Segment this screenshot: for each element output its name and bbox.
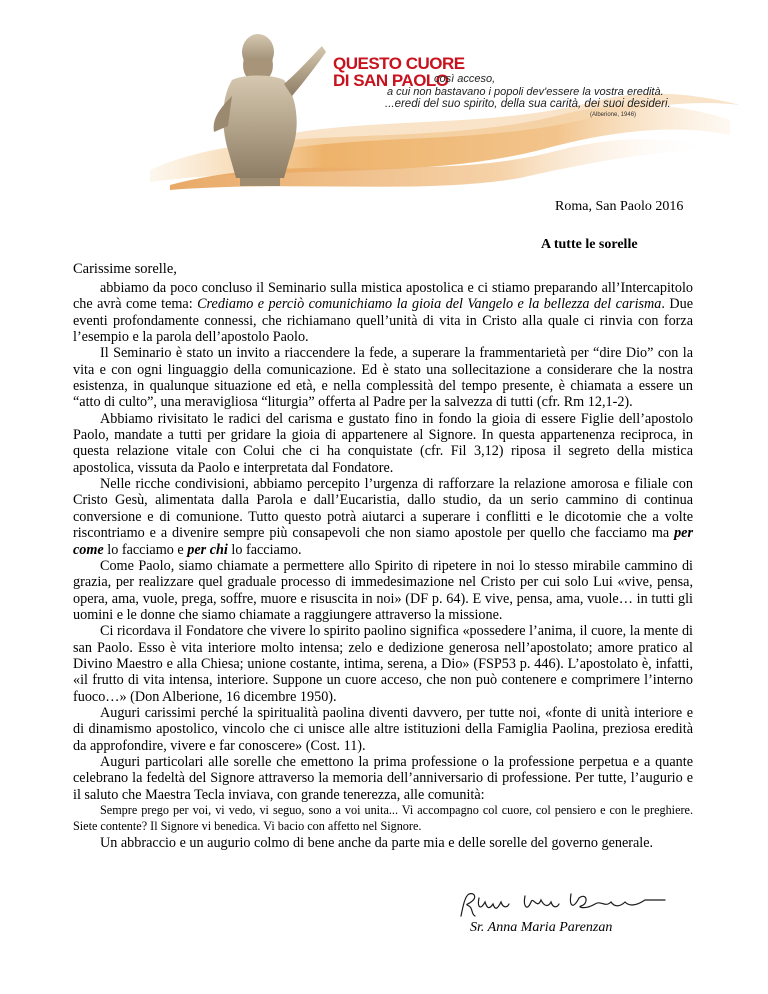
paragraph: Come Paolo, siamo chiamate a permettere allo Spirito di ripetere in noi lo stesso mirabile cammino di grazia, per realizzare quel graduale processo di immedesimazione nel Cristo per cui solo Lui «vive, pensa, opera, ama, vuole, prega, soffre, muore e risuscita in noi» (DF p. 64). E vive, pensa, ama, vuole… in tutti gli uomini e le donne che siamo chiamate a raggiungere attraverso la missione.	[73, 557, 693, 623]
banner-title-line1: QUESTO CUORE	[333, 54, 465, 73]
banner-tagline-1: così acceso,	[434, 73, 496, 85]
banner-citation: (Alberione, 1946)	[590, 112, 637, 118]
paragraph: Il Seminario è stato un invito a riaccendere la fede, a superare la frammentarietà per “dire Dio” con la vita e con ogni linguaggio della comunicazione. Ed è stato una sollecitazione a considerare che la nostra esistenza, in qualunque situazione ed età, e nella complessità del tempo presente, è chiamata a essere un “atto di culto”, una meravigliosa “liturgia” offerta al Padre per la salvezza di tutti (cfr. Rm 12,1-2).	[73, 345, 693, 411]
emphasis-per-come: per come	[73, 525, 693, 558]
paragraph-text: lo facciamo.	[227, 541, 302, 558]
banner-title-line2: DI SAN PAOLO	[333, 71, 449, 90]
paragraph: Auguri carissimi perché la spiritualità paolina diventi davvero, per tutte noi, «fonte di unità interiore e di dinamismo apostolico, vincolo che ci unisce alle altre istituzioni della Famiglia Paolina, preziosa eredità da approfondire, vivere e far conoscere» (Cost. 11).	[73, 704, 693, 754]
emphasis-per-chi: per chi	[187, 541, 228, 558]
paragraph-text: abbiamo da poco concluso il Seminario sulla mistica apostolica e ci stiamo preparando all’Intercapitolo che avrà come tema:	[73, 280, 693, 313]
header-banner	[0, 0, 768, 190]
letter-body	[73, 280, 693, 851]
paragraph	[73, 280, 693, 345]
closing-paragraph: Un abbraccio e un augurio colmo di bene anche da parte mia e delle sorelle del governo generale.	[100, 835, 654, 851]
paragraph: Abbiamo rivisitato le radici del carisma e gustato fino in fondo la gioia di essere Figlie dell’apostolo Paolo, mandate a tutti per gridare la gioia di appartenere al Signore. In questa appartenenza reciproca, in questa relazione vitale con Colui che ci ha conquistate (cfr. Fil 3,12) riposa il segreto della mistica apostolica, vissuta da Paolo e interpretata dal Fondatore.	[73, 410, 693, 476]
salutation: Carissime sorelle,	[73, 261, 177, 277]
paragraph: Auguri particolari alle sorelle che emettono la prima professione o la professione perpetua e a quante celebrano la fedeltà del Signore attraverso la memoria dell’anniversario di professione. Per tutte, l’augurio e il saluto che Maestra Tecla inviava, con grande tenerezza, alle comunità:	[73, 753, 693, 803]
paragraph-text: . Due eventi profondamente connessi, che richiamano quell’unità di vita in Cristo alla quale ci rinvia con forza l’esempio e la parola dell’apostolo Paolo.	[73, 296, 693, 346]
paragraph	[73, 476, 693, 558]
paragraph-text: lo facciamo e	[103, 541, 188, 558]
addressee: A tutte le sorelle	[541, 237, 638, 252]
paragraph-text: Nelle ricche condivisioni, abbiamo percepito l’urgenza di rafforzare la relazione amorosa e filiale con Cristo Gesù, alimentata dalla Parola e dall’Eucaristia, dallo studio, da un serio cammino di continua conversione e di comunione. Tutto questo potrà aiutarci a superare i conflitti e le dicotomie che a volte riscontriamo e a divenire sempre più consapevoli che non siamo apostole per quello che facciamo ma	[73, 476, 693, 542]
place-date: Roma, San Paolo 2016	[555, 199, 684, 214]
tecla-quote: Sempre prego per voi, vi vedo, vi seguo, sono a voi unita... Vi accompagno col cuore, col pensiero e con le preghiere. Siete contente? Il Signore vi benedica. Vi bacio con affetto nel Signore.	[73, 803, 693, 833]
handwritten-signature	[455, 888, 685, 924]
paragraph: Ci ricordava il Fondatore che vivere lo spirito paolino significa «possedere l’anima, il cuore, la mente di san Paolo. Esso è vita interiore molto intensa; zelo e dedizione generosa nell’apostolato; amore pratico al Divino Maestro e alla Chiesa; unione costante, intima, serena, a Dio» (FSP53 p. 446). L’apostolato è, infatti, «il frutto di vita intensa, interiore. Suppone un cuore acceso, che non può contenere e comprimere l’interno fuoco…» (Don Alberione, 16 dicembre 1950).	[73, 623, 693, 705]
banner-tagline-2: a cui non bastavano i popoli dev'essere la vostra eredità.	[387, 86, 664, 98]
intercapitolo-theme: Crediamo e perciò comunichiamo la gioia del Vangelo e la bellezza del carisma	[197, 296, 662, 313]
banner-tagline-3: ...eredi del suo spirito, della sua carità, dei suoi desideri.	[385, 98, 671, 110]
signer-name: Sr. Anna Maria Parenzan	[470, 920, 613, 935]
